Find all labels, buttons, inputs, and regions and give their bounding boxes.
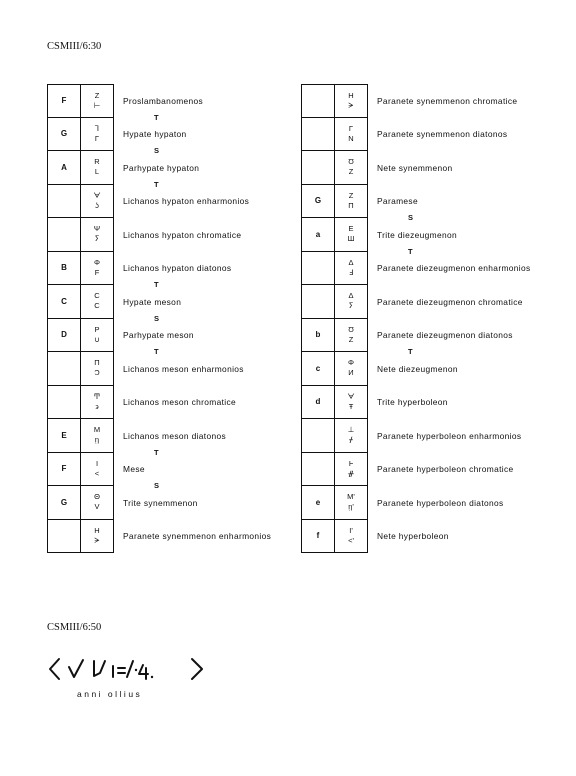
note-letter: D	[47, 319, 80, 353]
instrumental-symbol: F	[94, 267, 100, 277]
vocal-symbol: Ψ	[93, 224, 101, 234]
note-letter	[301, 285, 334, 319]
note-letter: A	[47, 151, 80, 185]
vocal-symbol: Z	[94, 90, 100, 100]
notation-symbols	[334, 352, 368, 386]
note-name: Paramese	[377, 196, 418, 207]
notation-symbols	[334, 151, 368, 185]
table-row	[301, 386, 563, 420]
table-row	[301, 453, 563, 487]
lyric-text: anni ollius	[77, 689, 143, 699]
note-letter	[301, 453, 334, 487]
instrumental-symbol: ∪	[94, 334, 100, 344]
notation-symbols	[80, 151, 114, 185]
note-name: Lichanos meson diatonos	[123, 430, 227, 441]
note-name: Lichanos hypaton diatonos	[123, 263, 232, 274]
instrumental-symbol: ῃ	[94, 435, 100, 445]
table-row	[301, 486, 563, 520]
vocal-symbol: ᗄ	[93, 190, 101, 200]
table-row: C C C Hypate meson S	[47, 285, 292, 319]
table-row	[47, 386, 292, 420]
note-name: Mese	[123, 464, 145, 475]
note-name: Hypate hypaton	[123, 129, 187, 140]
note-name: Lichanos meson chromatice	[123, 397, 237, 408]
vocal-symbol: Ʊ	[348, 157, 354, 167]
note-letter: G	[301, 185, 334, 219]
instrumental-symbol: Z	[348, 334, 354, 344]
note-letter: b	[301, 319, 334, 353]
vocal-symbol: ⊥	[347, 425, 355, 435]
notation-symbols	[334, 520, 368, 554]
note-letter: F	[47, 84, 80, 118]
note-letter: G	[47, 118, 80, 152]
table-row	[47, 520, 292, 554]
instrumental-symbol: ʖ	[95, 200, 99, 210]
instrumental-symbol: <'	[348, 535, 354, 545]
note-letter: e	[301, 486, 334, 520]
table-row	[47, 352, 292, 386]
note-name: Proslambanomenos	[123, 95, 204, 106]
table-row	[301, 252, 563, 286]
note-letter	[301, 419, 334, 453]
notation-symbols	[334, 319, 368, 353]
notation-symbols	[334, 486, 368, 520]
notation-symbols	[80, 386, 114, 420]
note-letter	[301, 118, 334, 152]
table-row	[301, 118, 563, 152]
vocal-symbol: Θ	[94, 492, 100, 502]
instrumental-symbol: Ŧ	[348, 401, 354, 411]
note-name: Lichanos hypaton enharmonios	[123, 196, 250, 207]
instrumental-symbol: Ш	[347, 234, 355, 244]
note-letter: a	[301, 218, 334, 252]
note-letter: f	[301, 520, 334, 554]
table-row	[301, 520, 563, 554]
instrumental-symbol: C	[94, 301, 100, 311]
instrumental-symbol: Π	[348, 200, 354, 210]
table-row: b Ʊ Z Paranete diezeugmenon diatonos T	[301, 319, 563, 353]
table-row	[301, 151, 563, 185]
vocal-symbol: Δ	[348, 291, 354, 301]
note-name: Trite synemmenon	[123, 497, 198, 508]
notation-symbols	[80, 185, 114, 219]
instrumental-symbol: ᗒ	[94, 535, 100, 545]
note-name: Nete synemmenon	[377, 162, 453, 173]
vocal-symbol: I'	[349, 525, 353, 535]
note-table-left	[47, 84, 292, 553]
table-row: E M ῃ Lichanos meson diatonos T	[47, 419, 292, 453]
table-row: D P ∪ Parhypate meson T	[47, 319, 292, 353]
instrumental-symbol: ᚋ	[349, 435, 353, 445]
note-name: Nete diezeugmenon	[377, 363, 458, 374]
note-letter: F	[47, 453, 80, 487]
note-letter	[47, 185, 80, 219]
vocal-symbol: Ͳ	[93, 391, 101, 401]
notation-symbols	[334, 84, 368, 118]
note-letter	[301, 84, 334, 118]
notation-symbols	[334, 252, 368, 286]
notation-symbols	[334, 285, 368, 319]
vocal-symbol: I	[95, 458, 99, 468]
note-letter	[301, 252, 334, 286]
vocal-symbol: Δ	[348, 257, 354, 267]
notation-symbols	[334, 218, 368, 252]
notation-symbols	[334, 386, 368, 420]
vocal-symbol: ᗄ	[347, 391, 355, 401]
notation-symbols	[80, 319, 114, 353]
note-name: Parhypate meson	[123, 330, 194, 341]
note-name: Paranete synemmenon diatonos	[377, 129, 508, 140]
vocal-symbol: H	[94, 525, 100, 535]
reference-label-1: CSMIII/6:30	[47, 41, 102, 52]
table-row	[301, 419, 563, 453]
instrumental-symbol: ⵢ	[348, 301, 354, 311]
note-name: Paranete diezeugmenon enharmonios	[377, 263, 531, 274]
table-row	[47, 185, 292, 219]
handwritten-notation	[47, 655, 207, 687]
vocal-symbol: Π	[94, 358, 100, 368]
vocal-symbol: Γ	[348, 123, 354, 133]
vocal-symbol: Z	[348, 190, 354, 200]
note-name: Paranete synemmenon enharmonios	[123, 531, 272, 542]
reference-label-2: CSMIII/6:50	[47, 622, 102, 633]
vocal-symbol: Φ	[348, 358, 354, 368]
notation-symbols	[80, 486, 114, 520]
note-letter	[301, 151, 334, 185]
instrumental-symbol: ϶	[95, 401, 99, 411]
notation-symbols	[334, 185, 368, 219]
instrumental-symbol: L	[94, 167, 100, 177]
note-name: Hypate meson	[123, 296, 182, 307]
notation-symbols	[80, 118, 114, 152]
notation-symbols	[334, 419, 368, 453]
note-letter: d	[301, 386, 334, 420]
note-letter	[47, 352, 80, 386]
instrumental-symbol: N	[348, 133, 354, 143]
note-name: Paranete synemmenon chromatice	[377, 95, 518, 106]
note-name: Paranete hyperboleon chromatice	[377, 464, 514, 475]
instrumental-symbol: И	[348, 368, 354, 378]
table-row: F Z ⊢ Proslambanomenos T	[47, 84, 292, 118]
notation-symbols	[80, 285, 114, 319]
instrumental-symbol: ῃ'	[348, 502, 354, 512]
table-row	[47, 486, 292, 520]
note-name: Paranete hyperboleon enharmonios	[377, 430, 522, 441]
instrumental-symbol: Ⅎ	[348, 267, 354, 277]
note-name: Lichanos hypaton chromatice	[123, 229, 242, 240]
note-letter	[47, 520, 80, 554]
note-letter: C	[47, 285, 80, 319]
table-row: G ⅂ Γ Hypate hypaton S	[47, 118, 292, 152]
notation-example	[47, 655, 227, 705]
notation-symbols	[80, 252, 114, 286]
note-name: Paranete diezeugmenon diatonos	[377, 330, 513, 341]
table-row	[47, 218, 292, 252]
note-name: Trite diezeugmenon	[377, 229, 458, 240]
notation-symbols	[80, 218, 114, 252]
note-name: Paranete diezeugmenon chromatice	[377, 296, 523, 307]
notation-symbols	[80, 84, 114, 118]
instrumental-symbol: ᚌ	[348, 468, 354, 478]
table-row: A R L Parhypate hypaton T	[47, 151, 292, 185]
table-row	[301, 84, 563, 118]
table-row	[301, 285, 563, 319]
instrumental-symbol: Γ	[94, 133, 100, 143]
notation-symbols	[80, 520, 114, 554]
table-row: G Z Π Paramese S	[301, 185, 563, 219]
table-row: F I < Mese S	[47, 453, 292, 487]
notation-symbols	[80, 352, 114, 386]
vocal-symbol: Φ	[94, 257, 100, 267]
instrumental-symbol: Z	[348, 167, 354, 177]
note-name: Trite hyperboleon	[377, 397, 448, 408]
notation-symbols	[334, 453, 368, 487]
vocal-symbol: ⅂	[94, 123, 100, 133]
vocal-symbol: E	[348, 224, 354, 234]
vocal-symbol: H	[348, 90, 354, 100]
table-row	[301, 352, 563, 386]
vocal-symbol: M'	[347, 492, 355, 502]
note-name: Parhypate hypaton	[123, 162, 200, 173]
note-name: Nete hyperboleon	[377, 531, 449, 542]
instrumental-symbol: Ͻ	[94, 368, 100, 378]
note-letter: c	[301, 352, 334, 386]
notation-symbols	[80, 419, 114, 453]
note-letter: B	[47, 252, 80, 286]
vocal-symbol: Ⱶ	[348, 458, 354, 468]
note-letter	[47, 218, 80, 252]
note-name: Paranete hyperboleon diatonos	[377, 497, 504, 508]
vocal-symbol: C	[94, 291, 100, 301]
instrumental-symbol: ⵢ	[94, 234, 100, 244]
instrumental-symbol: ⊢	[93, 100, 101, 110]
vocal-symbol: P	[94, 324, 100, 334]
vocal-symbol: R	[94, 157, 100, 167]
vocal-symbol: M	[93, 425, 101, 435]
note-letter: G	[47, 486, 80, 520]
note-table-right	[301, 84, 563, 553]
note-letter	[47, 386, 80, 420]
notation-symbols	[80, 453, 114, 487]
note-letter: E	[47, 419, 80, 453]
instrumental-symbol: V	[94, 502, 100, 512]
table-row: B Φ F Lichanos hypaton diatonos T	[47, 252, 292, 286]
table-row: a E Ш Trite diezeugmenon T	[301, 218, 563, 252]
note-name: Lichanos meson enharmonios	[123, 363, 244, 374]
vocal-symbol: Ʊ	[348, 324, 354, 334]
instrumental-symbol: ᗒ	[348, 100, 354, 110]
instrumental-symbol: <	[94, 468, 100, 478]
notation-symbols	[334, 118, 368, 152]
